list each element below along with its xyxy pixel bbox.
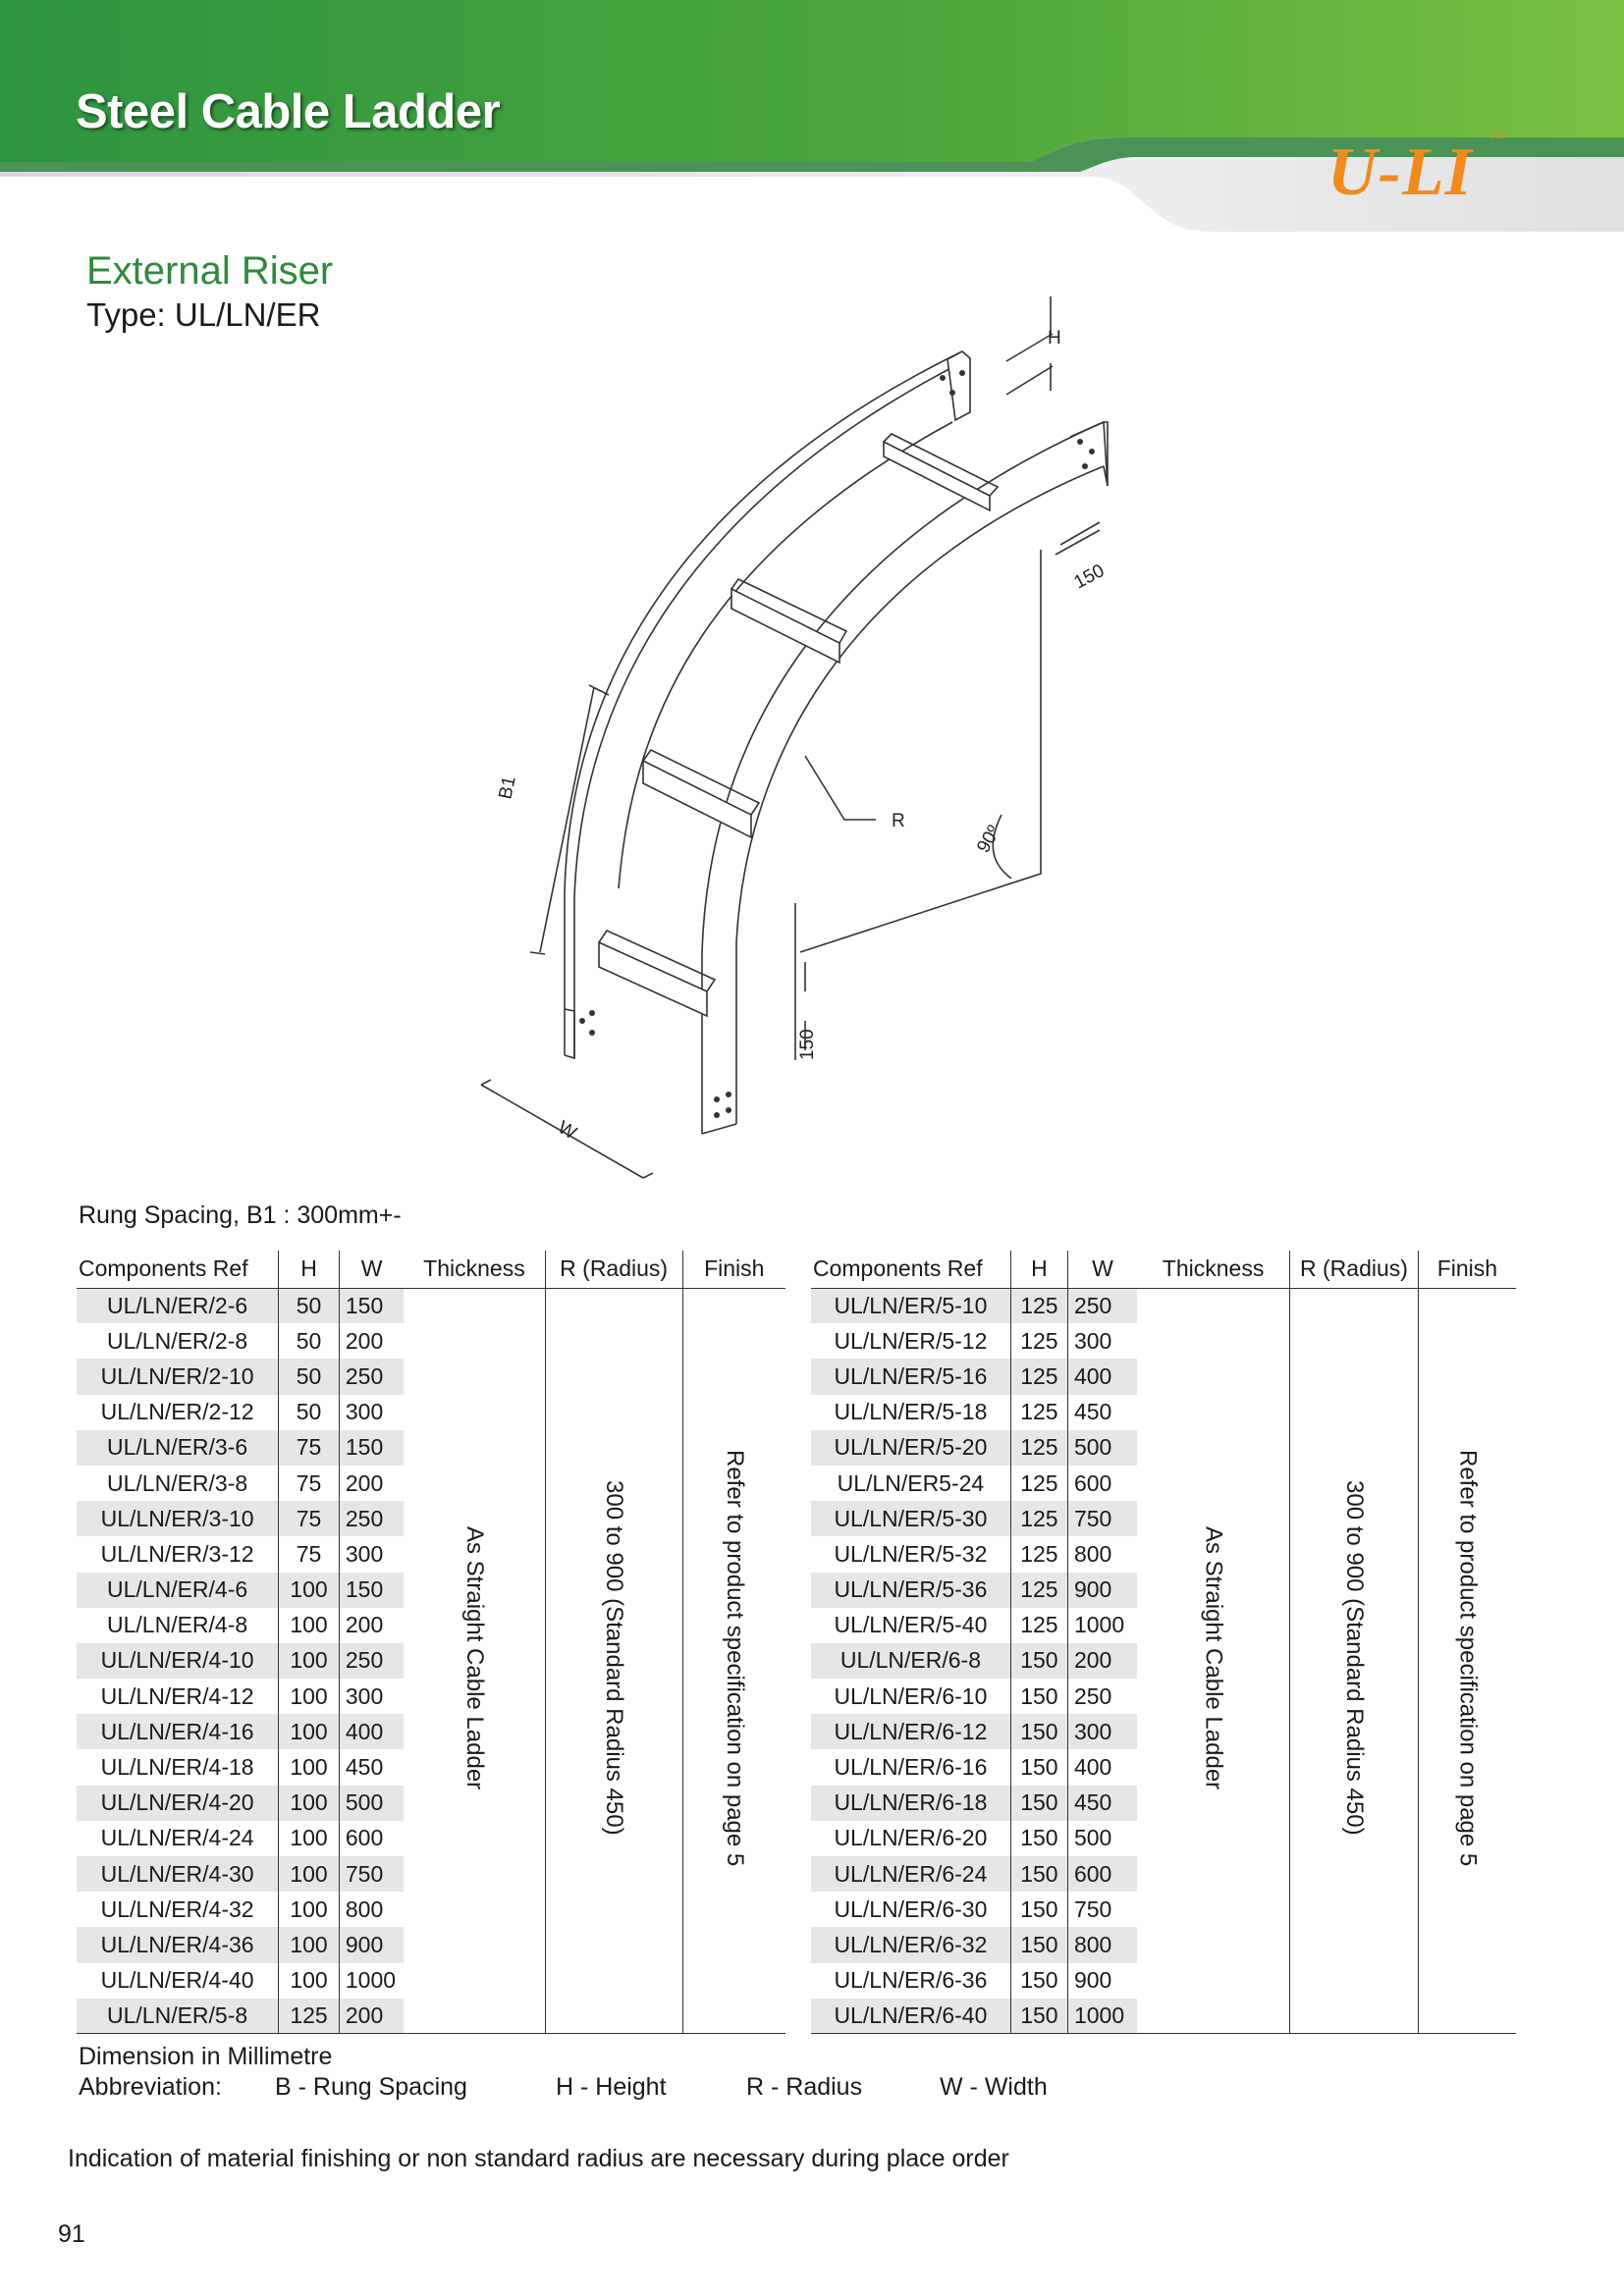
- component-ref-cell: UL/LN/ER/6-36: [811, 1963, 1010, 1999]
- table-header-row: [77, 1251, 785, 1288]
- label-150-bottom: 150: [797, 1029, 818, 1060]
- table-row: [811, 1288, 1516, 1323]
- width-cell: 500: [1073, 1825, 1112, 1851]
- width-cell: 600: [345, 1825, 384, 1851]
- width-cell: 250: [339, 1359, 404, 1394]
- width-cell: 600: [1073, 1469, 1112, 1496]
- page-title: Steel Cable Ladder: [76, 85, 501, 138]
- component-ref-cell: UL/LN/ER/4-6: [77, 1573, 279, 1608]
- finish-cell: [1418, 1288, 1516, 2034]
- header-banner: [0, 0, 1624, 236]
- header-components-ref: Components Ref: [77, 1251, 279, 1288]
- component-ref-cell: UL/LN/ER/5-16: [811, 1359, 1010, 1394]
- width-cell: 450: [1073, 1399, 1112, 1425]
- height-cell: 100: [279, 1643, 340, 1679]
- component-ref-cell: UL/LN/ER/6-10: [811, 1679, 1010, 1714]
- height-cell: 100: [279, 1856, 340, 1892]
- width-cell: 200: [345, 1612, 384, 1638]
- height-cell: 100: [279, 1963, 340, 1999]
- component-ref-cell: UL/LN/ER/4-40: [77, 1963, 279, 1999]
- component-ref-cell: UL/LN/ER/3-10: [77, 1501, 279, 1536]
- width-cell: 800: [1067, 1927, 1137, 1962]
- height-cell: 50: [279, 1323, 340, 1359]
- component-ref-cell: UL/LN/ER/4-30: [77, 1856, 279, 1892]
- label-w: W: [554, 1117, 580, 1145]
- abbreviation-w: W - Width: [940, 2073, 1048, 2101]
- finish-cell-text: Refer to product specification on page 5: [721, 1449, 748, 1867]
- component-ref-cell: UL/LN/ER/6-32: [811, 1927, 1010, 1962]
- abbreviation-b: B - Rung Spacing: [275, 2073, 467, 2101]
- height-cell: 150: [1010, 1892, 1067, 1927]
- component-ref-cell: UL/LN/ER/5-30: [811, 1501, 1010, 1536]
- section-title: External Riser: [86, 249, 334, 293]
- rung-spacing-note: Rung Spacing, B1 : 300mm+-: [79, 1201, 402, 1229]
- height-cell: 100: [279, 1679, 340, 1714]
- height-cell: 50: [279, 1395, 340, 1430]
- height-cell: 100: [279, 1821, 340, 1856]
- height-cell: 150: [1010, 1643, 1067, 1679]
- width-cell: 800: [345, 1896, 384, 1922]
- height-cell: 125: [279, 1999, 340, 2034]
- component-ref-cell: UL/LN/ER/5-12: [811, 1323, 1010, 1359]
- components-table-right: [811, 1251, 1516, 2034]
- height-cell: 150: [1010, 1679, 1067, 1714]
- width-cell: 200: [339, 1999, 404, 2034]
- height-cell: 75: [279, 1430, 340, 1466]
- component-ref-cell: UL/LN/ER/6-40: [811, 1999, 1010, 2034]
- height-cell: 100: [279, 1608, 340, 1643]
- width-cell: 400: [1067, 1359, 1137, 1394]
- width-cell: 300: [1067, 1714, 1137, 1749]
- drawing-labels: [452, 265, 1159, 1188]
- height-cell: 150: [1010, 1927, 1067, 1962]
- component-ref-cell: UL/LN/ER/4-8: [77, 1608, 279, 1643]
- component-ref-cell: UL/LN/ER/5-10: [811, 1288, 1010, 1323]
- height-cell: 100: [279, 1714, 340, 1749]
- abbreviation-label: Abbreviation:: [79, 2073, 222, 2101]
- component-ref-cell: UL/LN/ER/2-12: [77, 1395, 279, 1430]
- height-cell: 125: [1010, 1536, 1067, 1572]
- width-cell: 250: [1067, 1288, 1137, 1323]
- height-cell: 150: [1010, 1714, 1067, 1749]
- height-cell: 125: [1010, 1466, 1067, 1501]
- component-ref-cell: UL/LN/ER/5-32: [811, 1536, 1010, 1572]
- width-cell: 750: [1067, 1501, 1137, 1536]
- width-cell: 500: [1067, 1430, 1137, 1466]
- component-ref-cell: UL/LN/ER/4-10: [77, 1643, 279, 1679]
- component-ref-cell: UL/LN/ER/4-24: [77, 1821, 279, 1856]
- component-ref-cell: UL/LN/ER/3-6: [77, 1430, 279, 1466]
- table-row: [77, 1288, 785, 1323]
- height-cell: 125: [1010, 1288, 1067, 1323]
- height-cell: 50: [279, 1288, 340, 1323]
- components-table-left: [77, 1251, 785, 2034]
- component-ref-cell: UL/LN/ER/4-32: [77, 1892, 279, 1927]
- width-cell: 750: [1073, 1896, 1112, 1922]
- height-cell: 50: [279, 1359, 340, 1394]
- component-ref-cell: UL/LN/ER/4-18: [77, 1749, 279, 1785]
- width-cell: 450: [1067, 1786, 1137, 1821]
- component-ref-cell: UL/LN/ER/5-18: [811, 1395, 1010, 1430]
- component-ref-cell: UL/LN/ER/5-8: [77, 1999, 279, 2034]
- label-r: R: [892, 811, 905, 831]
- height-cell: 125: [1010, 1608, 1067, 1643]
- component-ref-cell: UL/LN/ER/6-24: [811, 1856, 1010, 1892]
- label-150-top: 150: [1070, 560, 1109, 594]
- height-cell: 150: [1010, 1749, 1067, 1785]
- header-radius: R (Radius): [545, 1251, 682, 1288]
- header-finish: Finish: [682, 1251, 785, 1288]
- width-cell: 250: [339, 1643, 404, 1679]
- width-cell: 600: [1067, 1856, 1137, 1892]
- component-ref-cell: UL/LN/ER/6-16: [811, 1749, 1010, 1785]
- header-h: H: [279, 1251, 340, 1288]
- height-cell: 125: [1010, 1501, 1067, 1536]
- height-cell: 150: [1010, 1786, 1067, 1821]
- abbreviation-h: H - Height: [556, 2073, 667, 2101]
- height-cell: 75: [279, 1501, 340, 1536]
- width-cell: 900: [339, 1927, 404, 1962]
- component-ref-cell: UL/LN/ER/6-12: [811, 1714, 1010, 1749]
- height-cell: 75: [279, 1466, 340, 1501]
- width-cell: 1000: [345, 1967, 397, 1994]
- header-h: H: [1010, 1251, 1067, 1288]
- header-thickness: Thickness: [404, 1251, 545, 1288]
- thickness-cell-text: As Straight Cable Ladder: [460, 1525, 488, 1790]
- component-ref-cell: UL/LN/ER/4-12: [77, 1679, 279, 1714]
- component-ref-cell: UL/LN/ER/5-36: [811, 1573, 1010, 1608]
- height-cell: 100: [279, 1573, 340, 1608]
- component-ref-cell: UL/LN/ER/2-10: [77, 1359, 279, 1394]
- width-cell: 150: [339, 1430, 404, 1466]
- component-ref-cell: UL/LN/ER/3-12: [77, 1536, 279, 1572]
- finish-cell: [682, 1288, 785, 2034]
- component-ref-cell: UL/LN/ER5-24: [811, 1466, 1010, 1501]
- component-ref-cell: UL/LN/ER/4-36: [77, 1927, 279, 1962]
- radius-cell: [545, 1288, 682, 2034]
- header-w: W: [339, 1251, 404, 1288]
- width-cell: 200: [345, 1469, 384, 1496]
- width-cell: 300: [345, 1399, 384, 1425]
- height-cell: 125: [1010, 1573, 1067, 1608]
- height-cell: 100: [279, 1786, 340, 1821]
- width-cell: 450: [345, 1754, 384, 1781]
- order-note: Indication of material finishing or non standard radius are necessary during place order: [68, 2145, 1009, 2172]
- radius-cell-text: 300 to 900 (Standard Radius 450): [1340, 1480, 1368, 1836]
- width-cell: 300: [345, 1682, 384, 1709]
- component-ref-cell: UL/LN/ER/4-16: [77, 1714, 279, 1749]
- label-angle: 90º: [973, 822, 1005, 857]
- height-cell: 125: [1010, 1395, 1067, 1430]
- component-ref-cell: UL/LN/ER/5-20: [811, 1430, 1010, 1466]
- component-ref-cell: UL/LN/ER/3-8: [77, 1466, 279, 1501]
- label-h: H: [1048, 328, 1061, 348]
- width-cell: 900: [1067, 1573, 1137, 1608]
- component-ref-cell: UL/LN/ER/2-8: [77, 1323, 279, 1359]
- width-cell: 300: [345, 1540, 384, 1567]
- trademark-mark: TM: [1490, 130, 1506, 141]
- height-cell: 100: [279, 1927, 340, 1962]
- height-cell: 100: [279, 1749, 340, 1785]
- width-cell: 300: [1073, 1327, 1112, 1354]
- component-ref-cell: UL/LN/ER/2-6: [77, 1288, 279, 1323]
- dimension-note: Dimension in Millimetre: [79, 2043, 333, 2070]
- thickness-cell: [404, 1288, 545, 2034]
- height-cell: 75: [279, 1536, 340, 1572]
- thickness-cell: [1137, 1288, 1290, 2034]
- height-cell: 125: [1010, 1359, 1067, 1394]
- width-cell: 150: [339, 1288, 404, 1323]
- width-cell: 150: [339, 1573, 404, 1608]
- component-ref-cell: UL/LN/ER/6-18: [811, 1786, 1010, 1821]
- thickness-cell-text: As Straight Cable Ladder: [1200, 1525, 1227, 1790]
- width-cell: 250: [339, 1501, 404, 1536]
- height-cell: 150: [1010, 1856, 1067, 1892]
- width-cell: 200: [1067, 1643, 1137, 1679]
- header-components-ref: Components Ref: [811, 1251, 1010, 1288]
- header-w: W: [1067, 1251, 1137, 1288]
- height-cell: 125: [1010, 1323, 1067, 1359]
- component-ref-cell: UL/LN/ER/6-8: [811, 1643, 1010, 1679]
- height-cell: 100: [279, 1892, 340, 1927]
- width-cell: 250: [1073, 1682, 1112, 1709]
- component-ref-cell: UL/LN/ER/6-30: [811, 1892, 1010, 1927]
- radius-cell: [1290, 1288, 1419, 2034]
- component-ref-cell: UL/LN/ER/5-40: [811, 1608, 1010, 1643]
- header-thickness: Thickness: [1137, 1251, 1290, 1288]
- height-cell: 150: [1010, 1821, 1067, 1856]
- header-finish: Finish: [1418, 1251, 1516, 1288]
- brand-logo: U-LI: [1327, 134, 1473, 210]
- height-cell: 150: [1010, 1963, 1067, 1999]
- abbreviation-r: R - Radius: [746, 2073, 863, 2101]
- type-code: Type: UL/LN/ER: [86, 296, 321, 333]
- width-cell: 750: [339, 1856, 404, 1892]
- width-cell: 1000: [1067, 1999, 1137, 2034]
- page-number: 91: [58, 2220, 85, 2248]
- label-b1: B1: [495, 774, 520, 802]
- height-cell: 125: [1010, 1430, 1067, 1466]
- width-cell: 800: [1073, 1540, 1112, 1567]
- table-header-row: [811, 1251, 1516, 1288]
- radius-cell-text: 300 to 900 (Standard Radius 450): [601, 1480, 628, 1836]
- width-cell: 900: [1073, 1967, 1112, 1994]
- finish-cell-text: Refer to product specification on page 5: [1454, 1449, 1482, 1867]
- header-radius: R (Radius): [1290, 1251, 1419, 1288]
- width-cell: 200: [345, 1327, 384, 1354]
- component-ref-cell: UL/LN/ER/4-20: [77, 1786, 279, 1821]
- width-cell: 1000: [1073, 1612, 1125, 1638]
- height-cell: 150: [1010, 1999, 1067, 2034]
- component-ref-cell: UL/LN/ER/6-20: [811, 1821, 1010, 1856]
- width-cell: 500: [339, 1786, 404, 1821]
- width-cell: 400: [1073, 1754, 1112, 1781]
- abbreviation-line: [79, 2073, 1159, 2105]
- width-cell: 400: [339, 1714, 404, 1749]
- external-riser-drawing: [452, 265, 1159, 1188]
